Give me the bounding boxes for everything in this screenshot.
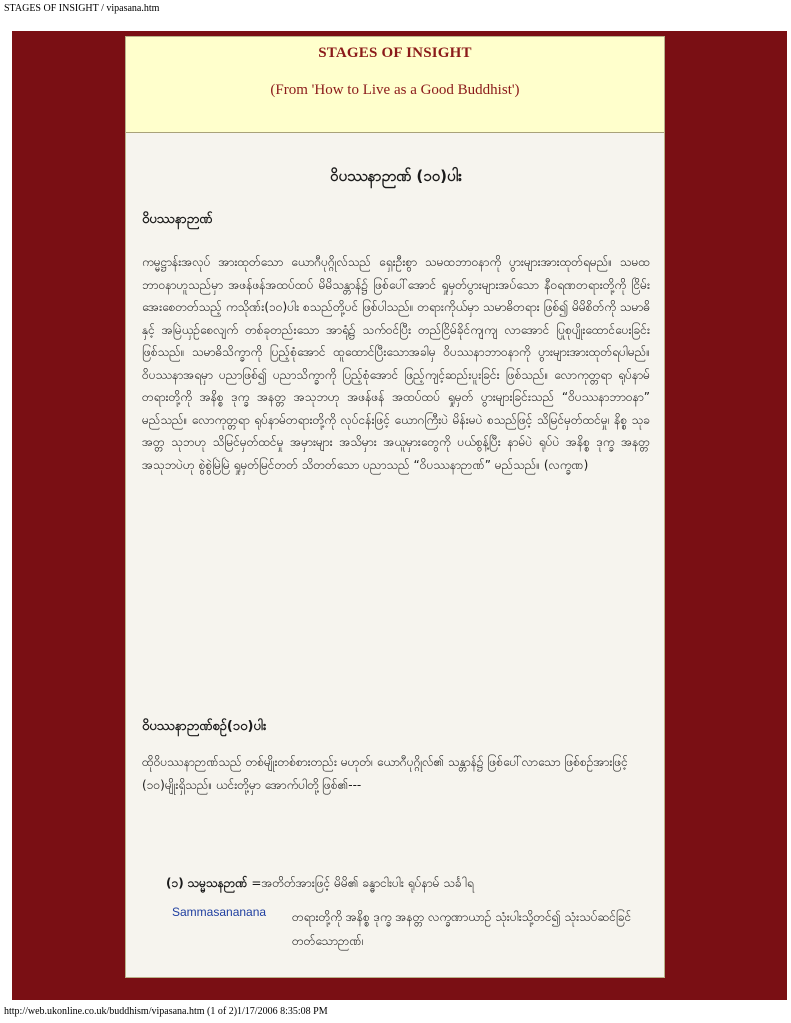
title-box [126, 37, 664, 133]
section1-body: ကမ္မဋ္ဌာန်းအလုပ် အားထုတ်သော ယောဂီပုဂ္ဂိုလ်သည် ရှေးဦးစွာ သမထဘာဝနာကို ပွားများအားထုတ်ရမည်။ သမထဘာဝနာဟူသည်မှာ အဖန်ဖန်အထပ်ထပ် မိမိသန္တာန်၌ ဖြစ်ပေါ်အောင် ရှုမှတ်ပွားများအပ်သော နီဝရဏတရားတို့ကို ငြိမ်းအေးစေတတ်သည့် ကသိုဏ်း(၁၀)ပါး စသည်တို့ပင် ဖြစ်ပါသည်။ တရားကိုယ်မှာ သမာဓိတရား ဖြစ်၍ မိမိစိတ်ကို သမာဓိနှင့် အမြဲယှဉ်စေလျက် တစ်ခုတည်းသော အာရုံ၌ သက်ဝင်ပြီး တည်ငြိမ်ခိုင်ကျကျ လာအောင် ပြုစုပျိုးထောင်ပေးခြင်း ဖြစ်သည်။ သမာဓိသိက္ခာကို ပြည့်စုံအောင် ထူထောင်ပြီးသောအခါမှ ဝိပဿနာဘာဝနာကို ပွားများအားထုတ်ရပါမည်။ ဝိပဿနာအရမှာ ပညာဖြစ်၍ ပညာသိက္ခာကို ပြည့်စုံအောင် ဖြည့်ကျင့်ဆည်းပူးခြင်း ဖြစ်သည်။ လောကုတ္တရာ ရုပ်နာမ်တရားတို့ကို အနိစ္စ ဒုက္ခ အနတ္တ အသုဘဟု အဖန်ဖန် အထပ်ထပ် ရှုမှတ် ပွားများခြင်းသည် “ဝိပဿနာဘာဝနာ” မည်သည်။ လောကုတ္တရာ ရုပ်နာမ်တရားတို့ကို လုပ်ငန်းဖြင့် ယောဂကြီးပဲ မိန်းမပဲ စသည်ဖြင့် သိမြင်မှတ်ထင်မှု၊ နိစ္စ သုခ အတ္တ သုဘဟု သိမြင်မှတ်ထင်မှု အမှားများ အသိမှား အယူမှားတွေကို ပယ်စွန့်ပြီး နာမ်ပဲ ရုပ်ပဲ အနိစ္စ ဒုက္ခ အနတ္တ အသုဘပဲဟု စွဲစွဲမြဲမြဲ ရှုမှတ်မြင်တတ် သိတတ်သော ပညာသည် “ဝိပဿနာဉာဏ်” မည်သည်။ (လက္ခဏ) [142, 255, 650, 472]
item-title: သမ္မသနဉာဏ် [187, 876, 248, 890]
scan-heading: ဝိပဿနာဉာဏ် (၁၀)ပါး [330, 167, 462, 185]
scanned-text-image [126, 133, 664, 977]
section2-body: ထိုဝိပဿနာဉာဏ်သည် တစ်မျိုးတစ်စားတည်း မဟုတ်၊ ယောဂီပုဂ္ဂိုလ်၏ သန္တာန်၌ ဖြစ်ပေါ်လာသော ဖြစ်စဉ်အားဖြင့် (၁၀)မျိုးရှိသည်။ ယင်းတို့မှာ အောက်ပါတို့ဖြစ်၏--- [142, 755, 628, 792]
content-panel [125, 36, 665, 978]
print-footer: http://web.ukonline.co.uk/buddhism/vipasana.htm (1 of 2)1/17/2006 8:35:08 PM [4, 1006, 328, 1017]
page-title: STAGES OF INSIGHT [318, 45, 472, 61]
item-text: =အတိတ်အားဖြင့် မိမိ၏ ခန္ဓာငါးပါး ရုပ်နာမ် သင်္ခါရ [251, 876, 474, 890]
section2-title: ဝိပဿနာဉာဏ်စဉ်(၁၀)ပါး [142, 719, 267, 734]
pali-term: Sammasananana [172, 905, 267, 919]
item-number: (၁) [166, 876, 184, 890]
list-item [166, 871, 636, 895]
item-continuation: တရားတို့ကို အနိစ္စ ဒုက္ခ အနတ္တ လက္ခဏာယာဉ် သုံးပါးသို့တင်၍ သုံးသပ်ဆင်ခြင်တတ်သောဉာဏ်၊ [292, 910, 632, 948]
print-header: STAGES OF INSIGHT / vipasana.htm [4, 3, 160, 14]
section1-title: ဝိပဿနာဉာဏ် [142, 212, 213, 227]
page-subtitle: (From 'How to Live as a Good Buddhist') [270, 82, 520, 98]
